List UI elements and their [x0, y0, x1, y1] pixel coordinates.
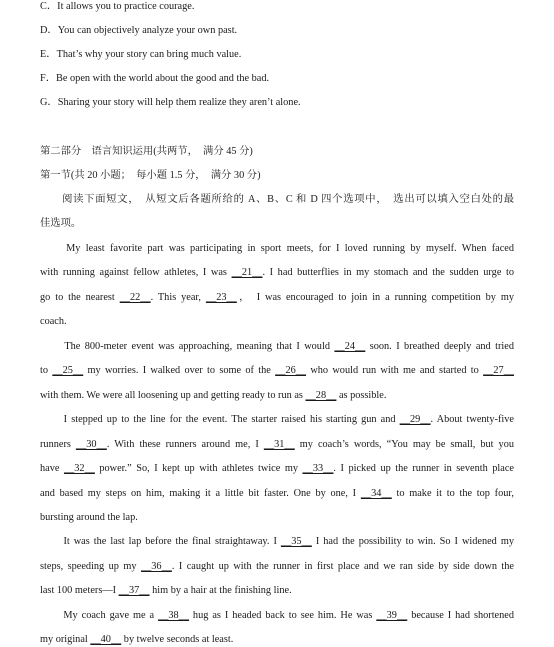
instruction-line-2: 佳选项。 — [40, 218, 82, 229]
passage-text: with running against fellow athletes, I was — [40, 267, 232, 278]
passage-text: . I picked up the runner in seventh place — [333, 463, 514, 474]
passage-text: have — [40, 463, 64, 474]
option-d: D．You can objectively analyze your own past. — [40, 25, 238, 36]
passage-text: . With these runners around me, I — [106, 439, 264, 450]
passage-line — [40, 487, 514, 501]
passage-line — [40, 535, 514, 549]
passage-text: as possible. — [336, 390, 387, 401]
passage-text: . I had butterflies in my stomach and the sudden urge to — [262, 267, 515, 278]
passage-text: I stepped up to the line for the event. The starter raised his starting gun and — [40, 414, 400, 425]
passage-line — [40, 609, 514, 623]
instruction-line-1: 阅读下面短文， 从短文后各题所给的 A、B、C 和 D 四个选项中， 选出可以填入空白处的最 — [40, 194, 514, 205]
blank-number: __35__ — [280, 536, 312, 547]
blank-number: __39__ — [376, 610, 408, 621]
part-heading: 第二部分 语言知识运用(共两节， 满分 45 分) — [40, 146, 253, 157]
passage-text: to make it to the top four, — [391, 488, 514, 499]
passage-text: my original — [40, 634, 91, 645]
passage-text: and based my steps on him, making it a little bit faster. One by one, I — [40, 488, 361, 499]
blank-number: __29__ — [399, 414, 431, 425]
passage-text: my coach’s words, “You may be small, but you — [294, 439, 514, 450]
passage-text: . I caught up with the runner in first place and we ran side by side down the — [171, 561, 514, 572]
passage-text: bursting around the lap. — [40, 512, 138, 523]
passage-text: by twelve seconds at least. — [121, 634, 234, 645]
passage-text: . About twenty-five — [430, 414, 514, 425]
passage-text: runners — [40, 439, 76, 450]
blank-number: __38__ — [158, 610, 189, 621]
blank-number: __32__ — [63, 463, 95, 474]
passage-text: him by a hair at the finishing line. — [149, 585, 292, 596]
blank-number: __25__ — [52, 365, 84, 376]
blank-number: __30__ — [75, 439, 107, 450]
blank-number: __27__ — [483, 365, 514, 376]
passage-line — [40, 633, 233, 647]
blank-number: __36__ — [140, 561, 172, 572]
blank-number: __26__ — [275, 365, 307, 376]
passage-line — [40, 389, 386, 403]
passage-line — [40, 584, 292, 598]
passage-text: to — [40, 365, 53, 376]
blank-number: __28__ — [305, 390, 337, 401]
passage-text: soon. I breathed deeply and tried — [365, 341, 514, 352]
blank-number: __31__ — [263, 439, 295, 450]
passage-text: power.” So, I kept up with athletes twice my — [94, 463, 303, 474]
blank-number: __34__ — [360, 488, 392, 499]
passage-text: because I had shortened — [407, 610, 514, 621]
passage-text: with them. We were all loosening up and getting ready to run as — [40, 390, 306, 401]
passage-text: My coach gave me a — [40, 610, 159, 621]
passage-line — [40, 291, 514, 305]
passage-text: coach. — [40, 316, 67, 327]
blank-number: __23__ — [205, 292, 237, 303]
passage-line — [40, 242, 514, 256]
passage-line — [40, 560, 514, 574]
blank-number: __21__ — [231, 267, 263, 278]
passage-line — [40, 340, 514, 354]
option-e: E．That’s why your story can bring much value. — [40, 49, 242, 60]
passage-line — [40, 266, 514, 280]
passage-line — [40, 413, 514, 427]
passage-text: My least favorite part was participating in sport meets, for I loved running by myself. When faced — [40, 243, 514, 254]
blank-number: __40__ — [90, 634, 122, 645]
passage-text: steps, speeding up my — [40, 561, 141, 572]
section-heading: 第一节(共 20 小题； 每小题 1.5 分， 满分 30 分) — [40, 170, 261, 181]
passage-text: go to the nearest — [40, 292, 120, 303]
passage-text: It was the last lap before the final straightaway. I — [40, 536, 281, 547]
passage-line — [40, 364, 514, 378]
blank-number: __22__ — [119, 292, 151, 303]
blank-number: __33__ — [302, 463, 334, 474]
passage-text: last 100 meters—I — [40, 585, 119, 596]
passage-text: . This year, — [150, 292, 206, 303]
option-g: G．Sharing your story will help them realize they aren’t alone. — [40, 97, 301, 108]
passage-text: ， I was encouraged to join in a running competition by my — [236, 292, 515, 303]
passage-text: The 800-meter event was approaching, meaning that I would — [40, 341, 335, 352]
blank-number: __24__ — [334, 341, 366, 352]
passage-text: hug as I headed back to see him. He was — [188, 610, 377, 621]
passage-text: I had the possibility to win. So I widened my — [311, 536, 514, 547]
blank-number: __37__ — [118, 585, 150, 596]
option-c: C．It allows you to practice courage. — [40, 1, 195, 12]
passage-text: my worries. I walked over to some of the — [83, 365, 276, 376]
passage-line — [40, 511, 138, 525]
passage-text: who would run with me and started to — [306, 365, 484, 376]
passage-line — [40, 315, 67, 329]
passage-line — [40, 438, 514, 452]
passage-line — [40, 462, 514, 476]
option-f: F．Be open with the world about the good and the bad. — [40, 73, 270, 84]
